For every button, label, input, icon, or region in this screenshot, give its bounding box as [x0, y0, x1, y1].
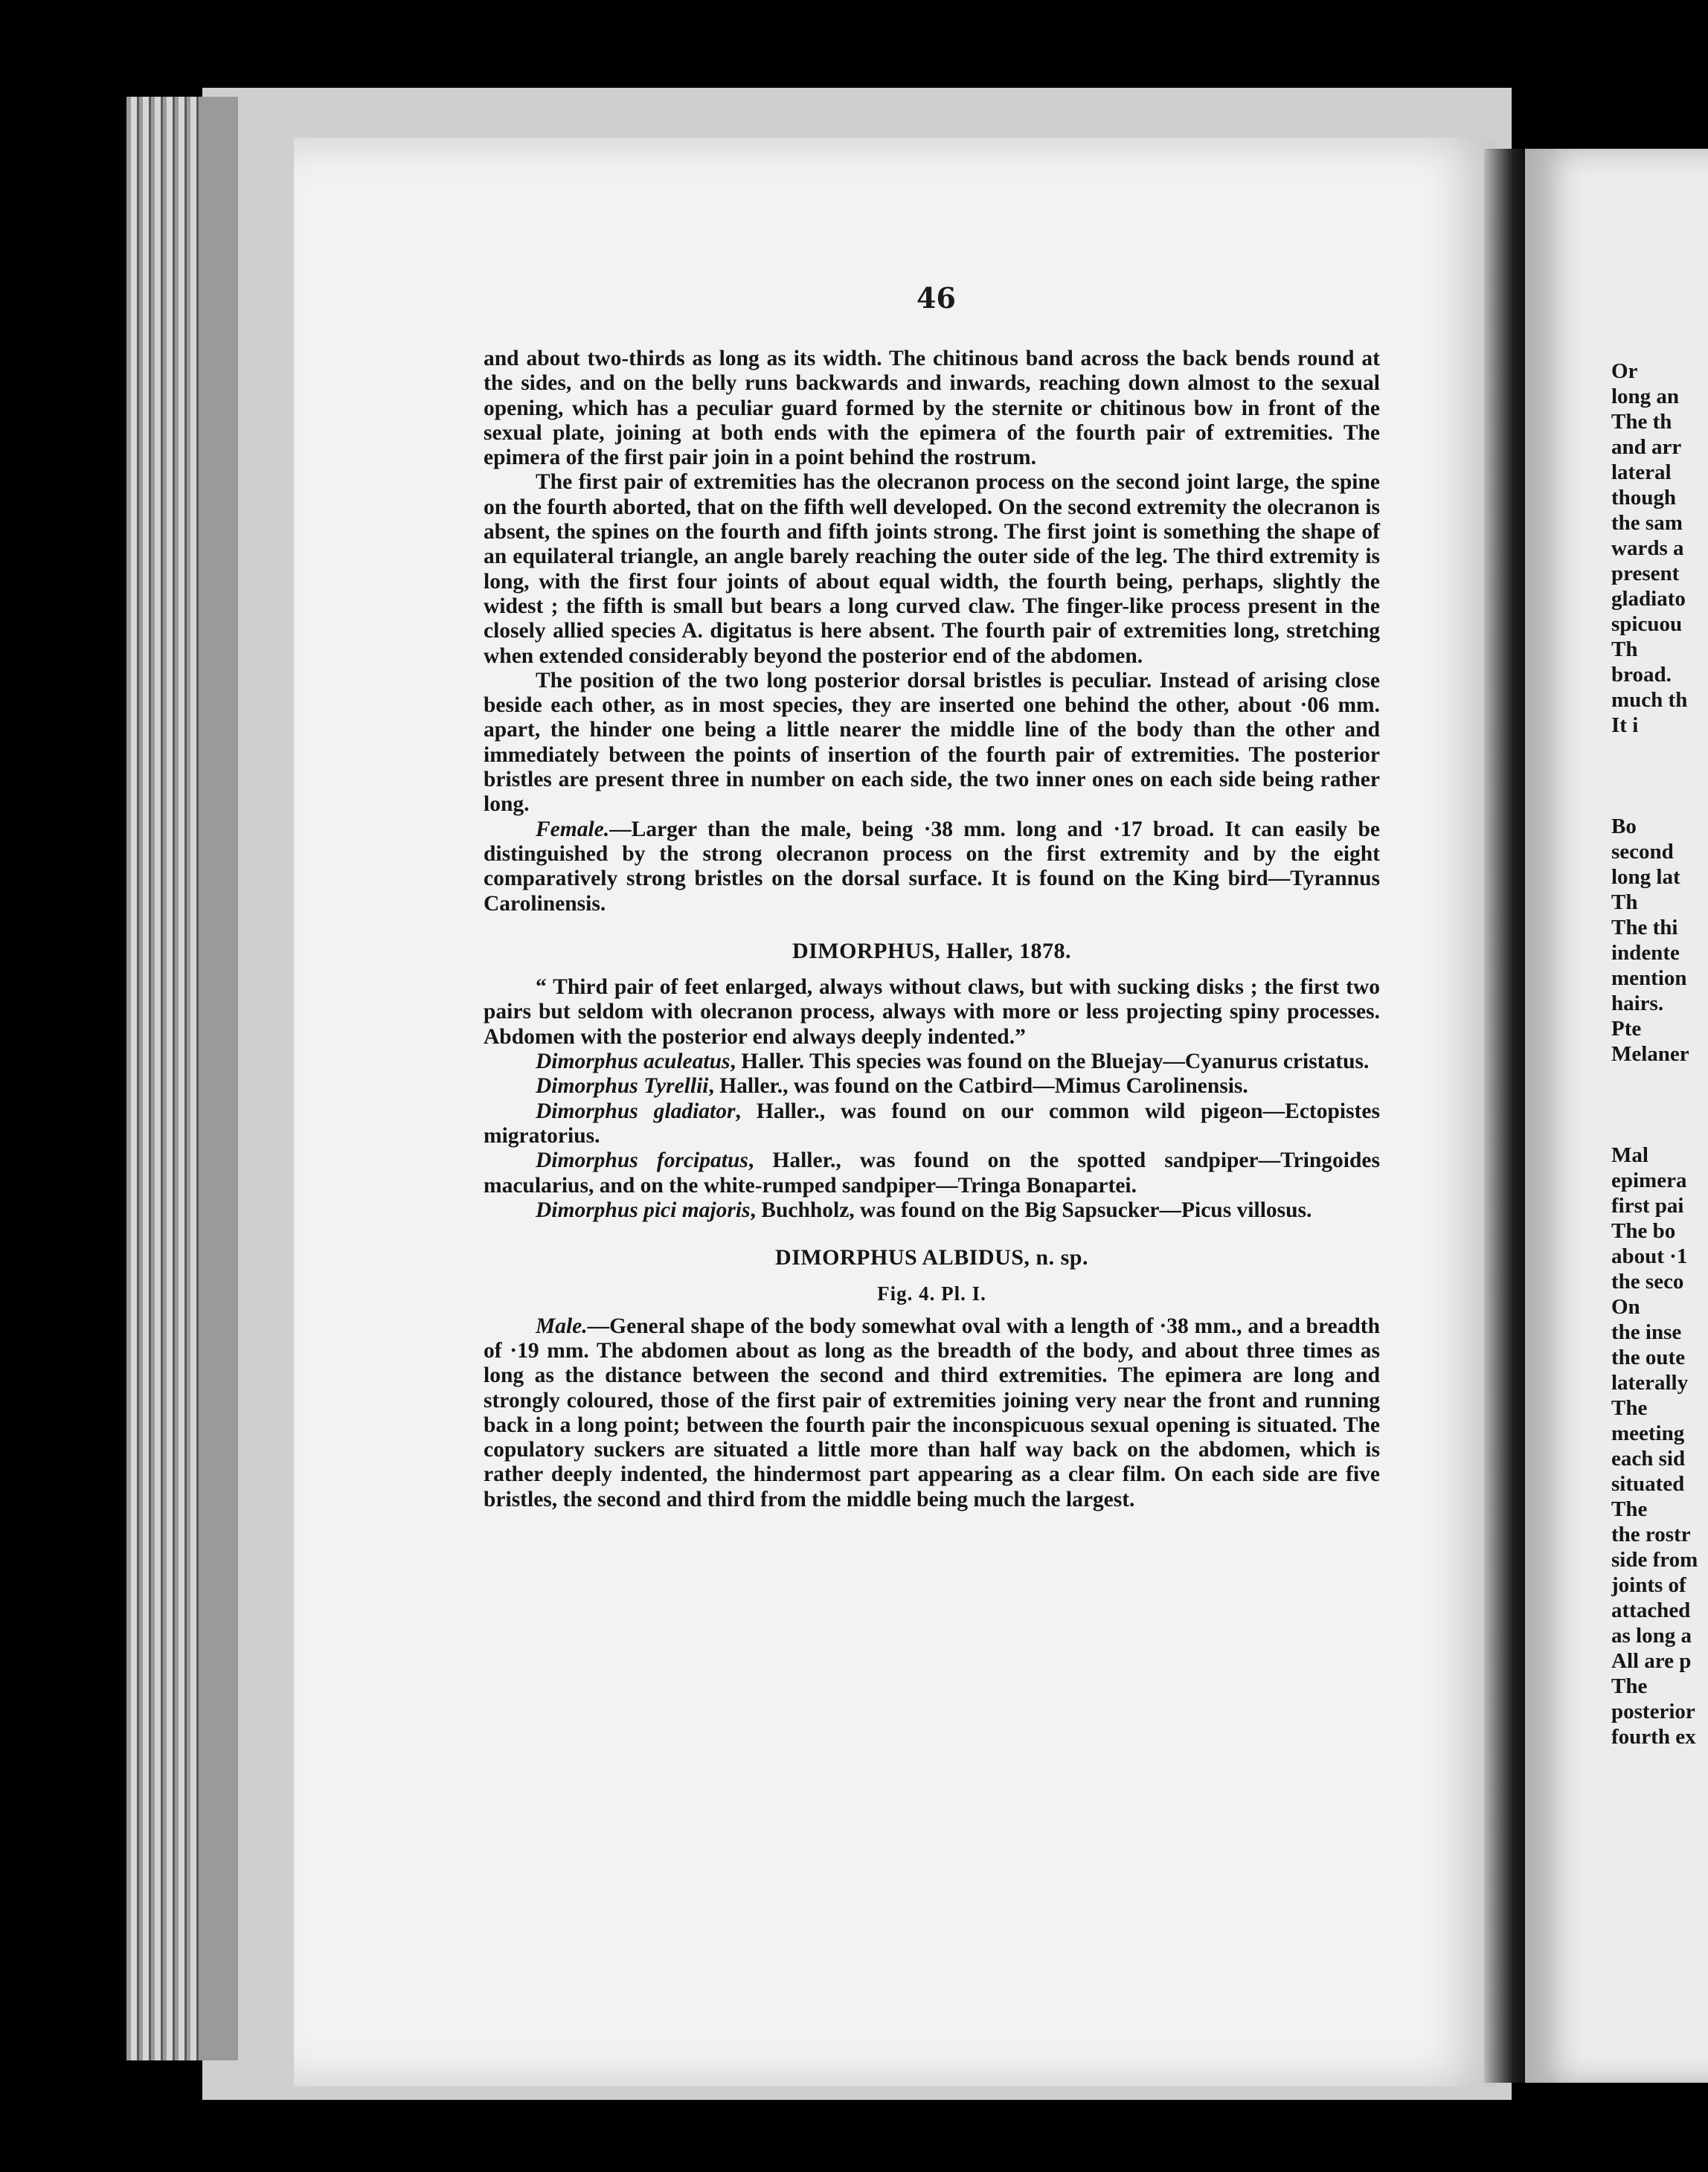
right-page-line: each sid [1611, 1447, 1686, 1471]
paragraph-lead: Dimorphus Tyrellii [536, 1074, 709, 1099]
paragraph [484, 1074, 1380, 1099]
paragraph [484, 1148, 1380, 1198]
paragraph-lead: Dimorphus forcipatus [536, 1148, 748, 1173]
right-page-line: Th [1611, 890, 1638, 914]
right-page-line: The bo [1611, 1219, 1676, 1243]
right-page-line: mention [1611, 966, 1687, 990]
right-page-line: lateral [1611, 460, 1672, 484]
paragraph-text: —General shape of the body somewhat oval with a length of ·38 mm., and a breadth of ·19 mm. The abdomen about as long as the breadth of the body, and about three times as long as the distance between the second and third extremities. The epimera are long and strongly coloured, those of the first pair of extremities joining very near the front and running back in a long point; between the fourth pair the inconspicuous sexual opening is situated. The copulatory suckers are situated a little more than half way back on the abdomen, which is rather deeply indented, the hindermost part appearing as a clear film. On each side are five bristles, the second and third from the middle being much the largest. [484, 1314, 1380, 1511]
right-page-text-fragments [1611, 359, 1708, 1750]
right-page-line: hairs. [1611, 992, 1664, 1015]
right-page-line: much th [1611, 688, 1688, 712]
right-page-line: side from [1611, 1548, 1698, 1572]
right-page-line: the rostr [1611, 1523, 1691, 1546]
paragraph-lead: Female. [536, 817, 610, 841]
right-page-line: though [1611, 486, 1677, 510]
paragraph-text: , Haller. This species was found on the Bluejay—Cyanurus cristatus. [730, 1050, 1370, 1074]
right-page-line: indente [1611, 941, 1680, 965]
right-page-line: joints of [1611, 1573, 1686, 1597]
paragraph [484, 1314, 1380, 1512]
page-number: 46 [916, 281, 956, 315]
right-page-line [1611, 1117, 1708, 1143]
right-page-line: broad. [1611, 663, 1672, 687]
right-page-line: Melaner [1611, 1042, 1689, 1066]
right-page-line: Pte [1611, 1017, 1642, 1041]
section-heading: DIMORPHUS ALBIDUS, n. sp. [775, 1245, 1088, 1270]
paragraph-text: , Haller., was found on the Catbird—Mimus Carolinensis. [708, 1074, 1248, 1099]
right-page-line: posterior [1611, 1700, 1695, 1723]
right-page-line: The [1611, 1497, 1648, 1521]
paragraph [484, 669, 1380, 817]
right-page-line: and arr [1611, 435, 1682, 459]
right-page-line: long lat [1611, 865, 1680, 889]
paragraph [484, 347, 1380, 470]
paragraph-lead: Male. [536, 1314, 588, 1338]
paragraph-text: The position of the two long posterior dorsal bristles is peculiar. Instead of arising close beside each other, as in most species, they are inserted one behind the other, about ·06 mm. apart, the hinder one being a little nearer the middle line of the body than the other and immediately between the points of insertion of the fourth pair of extremities. The posterior bristles are present three in number on each side, the two inner ones on each side being rather long. [484, 668, 1380, 817]
paragraph [484, 1099, 1380, 1149]
right-page-line: On [1611, 1295, 1640, 1319]
figure-reference: Fig. 4. Pl. I. [877, 1282, 986, 1305]
right-page-line: epimera [1611, 1169, 1687, 1192]
paragraph-text: The first pair of extremities has the olecranon process on the second joint large, the spine on the fourth aborted, that on the fifth well developed. On the second extremity the olecranon is absent, the spines on the fourth and fifth joints strong. The first joint is something the shape of an equilateral triangle, an angle barely reaching the outer side of the leg. The third extremity is long, with the first four joints of about equal width, the fourth being, perhaps, slightly the widest ; the fifth is small but bears a long curved claw. The finger-like process present in the closely allied species A. digitatus is here absent. The fourth pair of extremities long, stretching when extended considerably beyond the posterior end of the abdomen. [484, 470, 1380, 668]
right-page-line: about ·1 [1611, 1244, 1688, 1268]
paragraph [484, 817, 1380, 916]
right-page-line: second [1611, 840, 1674, 864]
right-page-line: as long a [1611, 1624, 1692, 1648]
page-stack-edges [126, 97, 238, 2060]
right-page-line: Or [1611, 359, 1638, 383]
right-page-line: The th [1611, 410, 1672, 434]
paragraph-lead: Dimorphus pici majoris [536, 1198, 751, 1222]
paragraph-lead: Dimorphus gladiator [536, 1099, 736, 1123]
paragraph [484, 975, 1380, 1050]
paragraph-text: “ Third pair of feet enlarged, always without claws, but with sucking disks ; the first two pairs but seldom with olecranon process, always with more or less projecting spiny processes. Abdomen with the posterior end always deeply indented.” [484, 975, 1380, 1049]
paragraph-lead: Dimorphus aculeatus [536, 1050, 731, 1074]
right-page-line: gladiato [1611, 587, 1686, 611]
right-page-line: the oute [1611, 1346, 1686, 1369]
paragraph [484, 470, 1380, 668]
paragraph-text: , Buchholz, was found on the Big Sapsucker—Picus villosus. [750, 1198, 1312, 1222]
right-page-line: first pai [1611, 1194, 1684, 1218]
right-page-line: All are p [1611, 1649, 1692, 1673]
right-page-line [1611, 1092, 1708, 1117]
right-page-line: laterally [1611, 1371, 1689, 1395]
right-page-line: the seco [1611, 1270, 1684, 1294]
paragraph [484, 1198, 1380, 1223]
right-page-line: Bo [1611, 814, 1637, 838]
right-page-line: meeting [1611, 1421, 1685, 1445]
right-page-line: Th [1611, 637, 1638, 661]
right-page-line [1611, 738, 1708, 763]
right-page-line: The thi [1611, 916, 1678, 939]
right-page-line: situated [1611, 1472, 1685, 1496]
right-page-line: long an [1611, 385, 1680, 408]
right-page-line: wards a [1611, 536, 1684, 560]
right-page-line: The [1611, 1396, 1648, 1420]
section-heading: DIMORPHUS, Haller, 1878. [792, 938, 1072, 963]
right-page-line: The [1611, 1674, 1648, 1698]
paragraph-text: —Larger than the male, being ·38 mm. long and ·17 broad. It can easily be distinguished by the strong olecranon process on the first extremity and by the eight comparatively strong bristles on the dorsal surface. It is found on the King bird—Tyrannus Carolinensis. [484, 817, 1380, 916]
paragraph-text: , Haller., was found on our common wild pigeon—Ectopistes migratorius. [484, 1099, 1380, 1148]
right-page-line: fourth ex [1611, 1725, 1696, 1749]
right-page-line [1611, 763, 1708, 788]
paragraph [484, 1050, 1380, 1074]
right-page-line [1611, 1067, 1708, 1092]
right-page-line: It i [1611, 713, 1639, 737]
right-page-line: the sam [1611, 511, 1683, 535]
paragraph-text: and about two-thirds as long as its width. The chitinous band across the back bends round at the sides, and on the belly runs backwards and inwards, reaching down almost to the sexual opening, which has a peculiar guard formed by the sternite or chitinous bow in front of the sexual plate, joining at both ends with the epimera of the fourth pair of extremities. The epimera of the first pair join in a point behind the rostrum. [484, 347, 1380, 470]
right-page-line: Mal [1611, 1143, 1648, 1167]
paragraph-text: , Haller., was found on the spotted sandpiper—Tringoides macularius, and on the white-rumped sandpiper—Tringa Bonapartei. [484, 1148, 1380, 1198]
right-page-line: attached [1611, 1599, 1691, 1622]
right-page-line: spicuou [1611, 612, 1683, 636]
right-page-line: the inse [1611, 1320, 1682, 1344]
right-page-line [1611, 788, 1708, 814]
body-text [484, 347, 1380, 1512]
right-page-line: present [1611, 562, 1680, 585]
